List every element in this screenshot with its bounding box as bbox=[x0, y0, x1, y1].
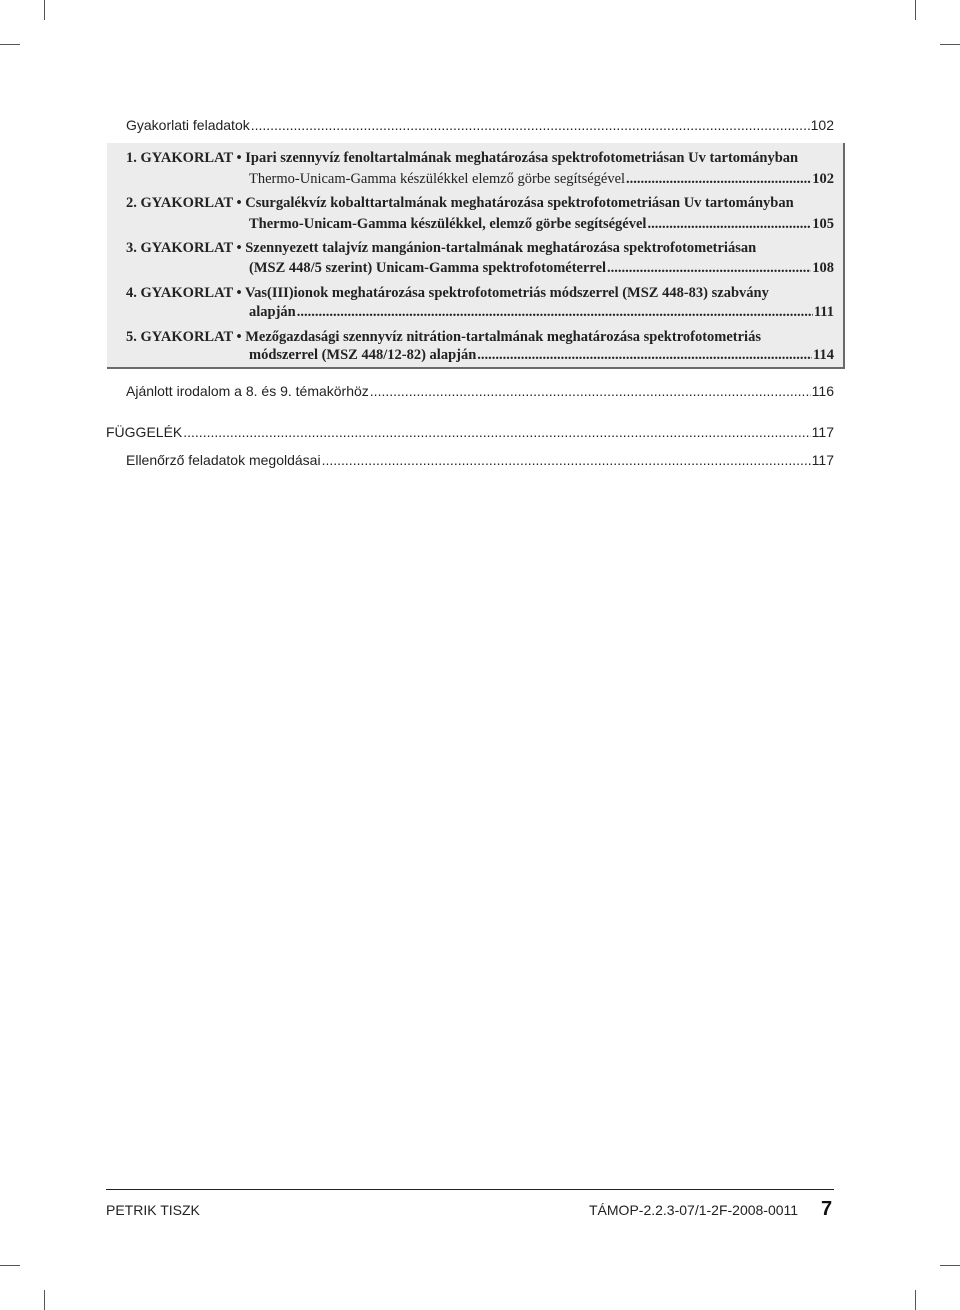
practice-number: 4. GYAKORLAT • bbox=[126, 285, 242, 301]
leader-dots bbox=[251, 117, 810, 133]
toc-entry-page: 117 bbox=[811, 452, 834, 468]
toc-practice-4-line2[interactable] bbox=[249, 304, 834, 321]
toc-entry-page: 105 bbox=[812, 216, 834, 232]
practice-number: 5. GYAKORLAT • bbox=[126, 329, 242, 345]
crop-mark bbox=[915, 0, 916, 20]
toc-practice-2-line2[interactable] bbox=[249, 216, 834, 233]
toc-entry-ellenorzo[interactable] bbox=[126, 452, 834, 468]
toc-entry-page: 116 bbox=[811, 383, 834, 399]
toc-practice-2-line1[interactable] bbox=[126, 195, 794, 212]
toc-entry-gyakorlati[interactable] bbox=[126, 117, 834, 133]
page-number: 7 bbox=[821, 1198, 833, 1220]
leader-dots bbox=[477, 347, 812, 364]
crop-mark bbox=[44, 1290, 45, 1310]
crop-mark bbox=[915, 1290, 916, 1310]
crop-mark bbox=[940, 44, 960, 45]
toc-entry-title: FÜGGELÉK bbox=[106, 424, 183, 440]
toc-entry-page: 117 bbox=[811, 424, 834, 440]
practice-number: 3. GYAKORLAT • bbox=[126, 240, 242, 256]
toc-entry-title: Ellenőrző feladatok megoldásai bbox=[126, 452, 321, 468]
crop-mark bbox=[940, 1265, 960, 1266]
practice-title: Csurgalékvíz kobalttartalmának meghatározása spektrofotometriásan Uv tartományban bbox=[245, 195, 794, 211]
footer-publisher: PETRIK TISZK bbox=[106, 1202, 200, 1218]
toc-entry-page: 114 bbox=[813, 347, 834, 363]
practice-title-cont: Thermo-Unicam-Gamma készülékkel, elemző görbe segítségével bbox=[249, 216, 647, 232]
toc-entry-title: Gyakorlati feladatok bbox=[126, 117, 250, 133]
leader-dots bbox=[647, 216, 811, 233]
crop-mark bbox=[0, 44, 20, 45]
toc-practice-5-line2[interactable] bbox=[249, 347, 834, 364]
practice-number: 1. GYAKORLAT • bbox=[126, 150, 242, 166]
toc-entry-page: 102 bbox=[810, 117, 834, 133]
practice-title-cont: alapján bbox=[249, 304, 296, 320]
toc-entry-ajanlott[interactable] bbox=[126, 383, 834, 399]
practice-title-cont: Thermo-Unicam-Gamma készülékkel elemző görbe segítségével bbox=[249, 171, 626, 187]
practice-title: Szennyezett talajvíz mangánion-tartalmának meghatározása spektrofotometriásan bbox=[245, 240, 757, 256]
footer-rule bbox=[106, 1189, 834, 1190]
leader-dots bbox=[183, 424, 810, 440]
practice-title: Vas(III)ionok meghatározása spektrofotometriás módszerrel (MSZ 448-83) szabvány bbox=[244, 285, 769, 301]
practice-title: Mezőgazdasági szennyvíz nitrátion-tartalmának meghatározása spektrofotometriás bbox=[245, 329, 761, 345]
leader-dots bbox=[370, 383, 811, 399]
toc-practice-3-line1[interactable] bbox=[126, 240, 756, 257]
practice-number: 2. GYAKORLAT • bbox=[126, 195, 242, 211]
toc-practice-3-line2[interactable] bbox=[249, 260, 834, 277]
toc-practice-5-line1[interactable] bbox=[126, 329, 761, 346]
leader-dots bbox=[322, 452, 811, 468]
practice-title: Ipari szennyvíz fenoltartalmának meghatározása spektrofotometriásan Uv tartományban bbox=[245, 150, 799, 166]
practice-title-cont: módszerrel (MSZ 448/12-82) alapján bbox=[249, 347, 477, 363]
toc-entry-fuggelek[interactable] bbox=[106, 424, 834, 440]
toc-entry-page: 111 bbox=[813, 304, 834, 320]
toc-practice-1-line2[interactable] bbox=[249, 171, 834, 188]
leader-dots bbox=[607, 260, 811, 277]
toc-practice-1-line1[interactable] bbox=[126, 150, 798, 167]
toc-entry-title: Ajánlott irodalom a 8. és 9. témakörhöz bbox=[126, 383, 369, 399]
footer-project-code: TÁMOP-2.2.3-07/1-2F-2008-0011 bbox=[589, 1202, 799, 1218]
practice-title-cont: (MSZ 448/5 szerint) Unicam-Gamma spektrofotométerrel bbox=[249, 260, 607, 276]
crop-mark bbox=[44, 0, 45, 20]
leader-dots bbox=[626, 171, 811, 188]
toc-practice-4-line1[interactable] bbox=[126, 285, 769, 302]
crop-mark bbox=[0, 1265, 20, 1266]
leader-dots bbox=[297, 304, 813, 321]
toc-entry-page: 108 bbox=[812, 260, 834, 276]
toc-entry-page: 102 bbox=[812, 171, 834, 187]
